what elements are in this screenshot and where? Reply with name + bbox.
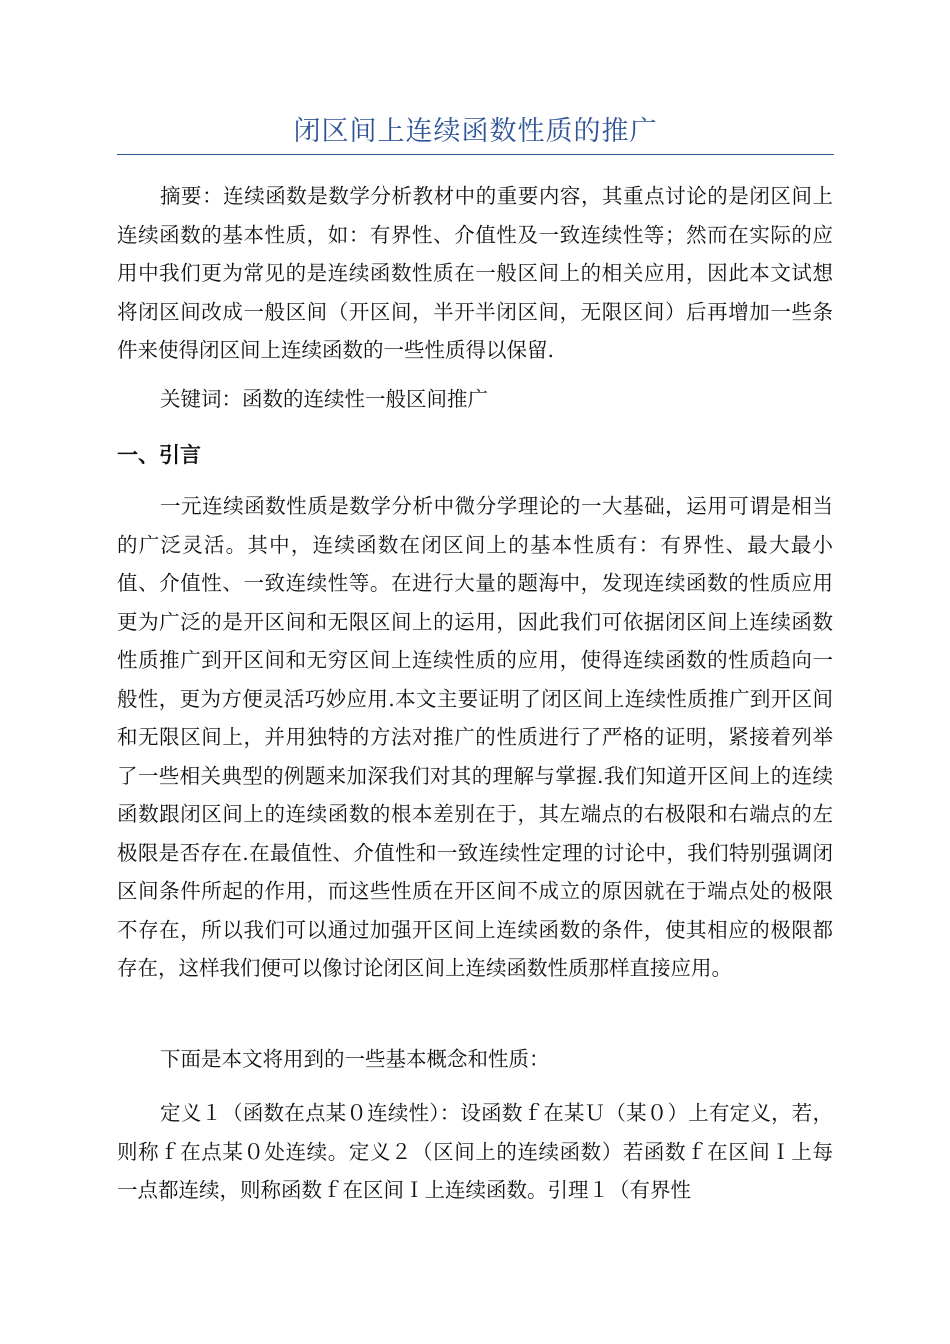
- keywords-line: 关键词：函数的连续性一般区间推广: [160, 387, 488, 411]
- definitions-paragraph: 定义１（函数在点某０连续性）：设函数ｆ在某Ｕ（某０）上有定义，若，则称ｆ在点某０处连续。定义２（区间上的连续函数）若函数ｆ在区间Ｉ上每一点都连续，则称函数ｆ在区间Ｉ上连续函数。引理１（有界性: [117, 1101, 833, 1202]
- section-heading-introduction: 一、引言: [117, 443, 201, 467]
- concepts-intro-paragraph: 下面是本文将用到的一些基本概念和性质：: [160, 1047, 550, 1071]
- abstract-paragraph: 摘要：连续函数是数学分析教材中的重要内容，其重点讨论的是闭区间上连续函数的基本性质，如：有界性、介值性及一致连续性等；然而在实际的应用中我们更为常见的是连续函数性质在一般区间上的相关应用，因此本文试想将闭区间改成一般区间（开区间，半开半闭区间，无限区间）后再增加一些条件来使得闭区间上连续函数的一些性质得以保留.: [117, 184, 833, 362]
- introduction-paragraph: 一元连续函数性质是数学分析中微分学理论的一大基础，运用可谓是相当的广泛灵活。其中，连续函数在闭区间上的基本性质有：有界性、最大最小值、介值性、一致连续性等。在进行大量的题海中，发现连续函数的性质应用更为广泛的是开区间和无限区间上的运用，因此我们可依据闭区间上连续函数性质推广到开区间和无穷区间上连续性质的应用，使得连续函数的性质趋向一般性，更为方便灵活巧妙应用.本文主要证明了闭区间上连续性质推广到开区间和无限区间上，并用独特的方法对推广的性质进行了严格的证明，紧接着列举了一些相关典型的例题来加深我们对其的理解与掌握.我们知道开区间上的连续函数跟闭区间上的连续函数的根本差别在于，其左端点的右极限和右端点的左极限是否存在.在最值性、介值性和一致连续性定理的讨论中，我们特别强调闭区间条件所起的作用，而这些性质在开区间不成立的原因就在于端点处的极限不存在，所以我们可以通过加强开区间上连续函数的条件，使其相应的极限都存在，这样我们便可以像讨论闭区间上连续函数性质那样直接应用。: [117, 494, 833, 980]
- document-title: 闭区间上连续函数性质的推广: [293, 116, 658, 147]
- title-underline: [117, 154, 834, 155]
